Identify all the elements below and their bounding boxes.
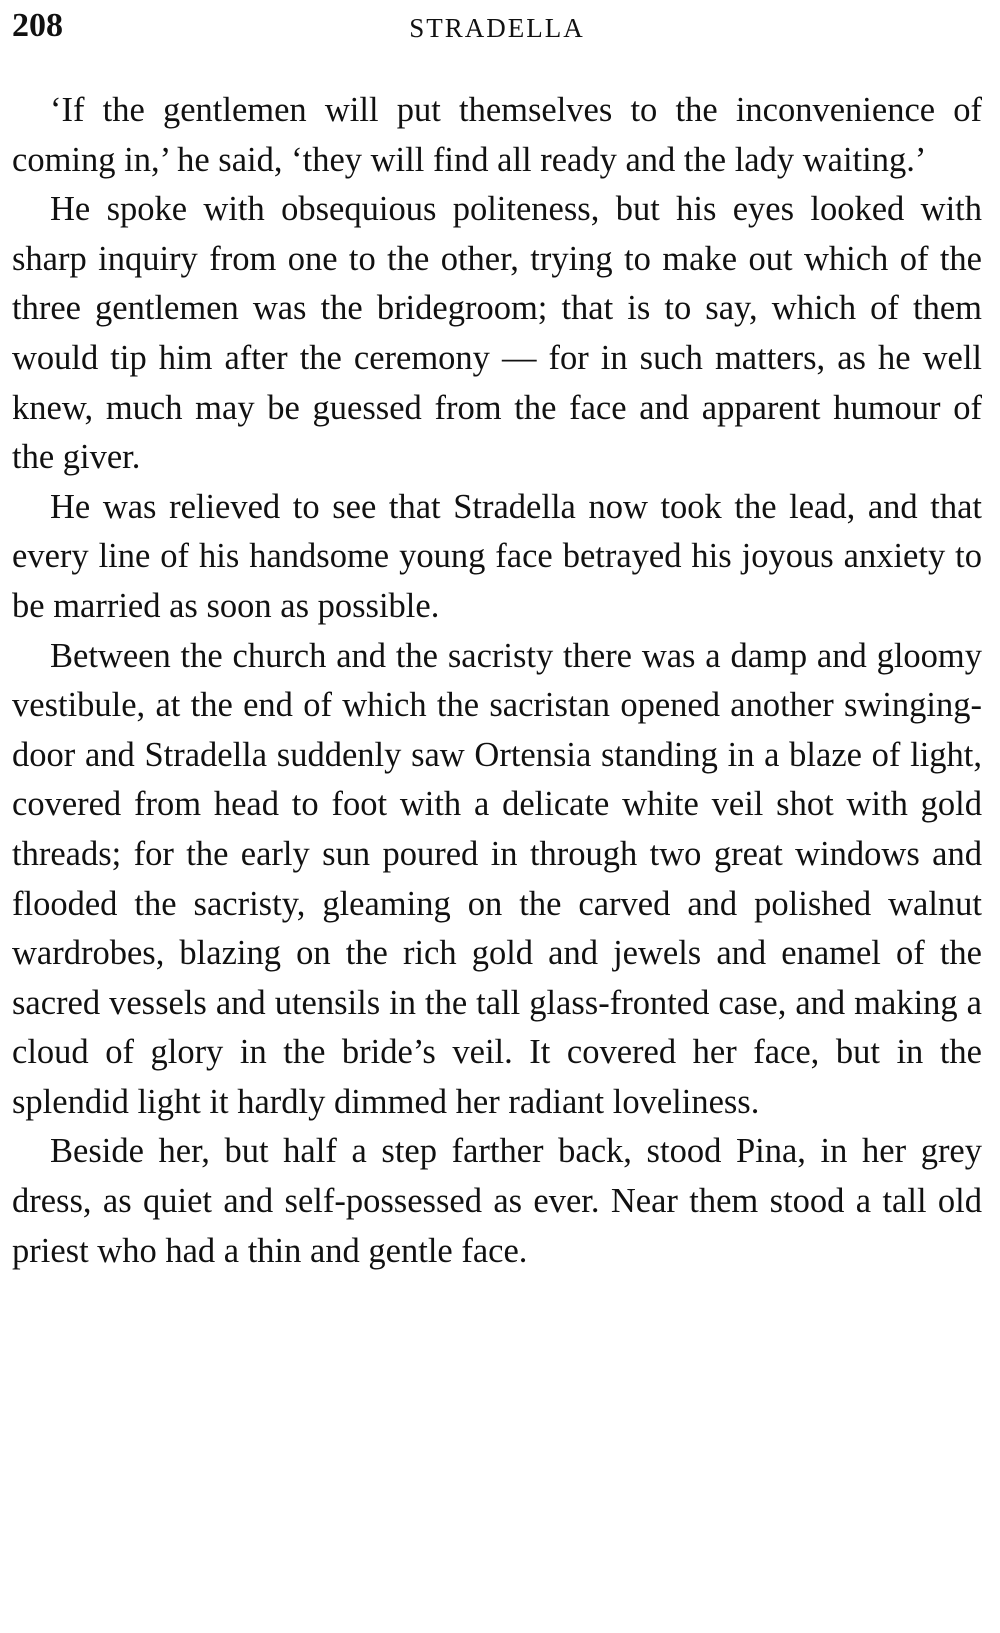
paragraph: He spoke with obsequious politeness, but his eyes looked with sharp inquiry from one to the other, trying to make out which of the three gentlemen was the bridegroom; that is to say, which of them would tip him after the ceremony — for in such matters, as he well knew, much may be guessed from the face and apparent humour of the giver. xyxy=(12,190,982,477)
body-text xyxy=(12,86,982,1276)
paragraph: Beside her, but half a step farther back, stood Pina, in her grey dress, as quiet and self-possessed as ever. Near them stood a tall old priest who had a thin and gentle face. xyxy=(12,1132,982,1270)
paragraph: ‘If the gentlemen will put themselves to the inconvenience of coming in,’ he said, ‘they will find all ready and the lady waiting.’ xyxy=(12,91,982,179)
paragraph: He was relieved to see that Stradella now took the lead, and that every line of his handsome young face betrayed his joyous anxiety to be married as soon as possible. xyxy=(12,487,982,625)
running-head: STRADELLA xyxy=(409,13,585,43)
paragraph: Between the church and the sacristy there was a damp and gloomy vestibule, at the end of which the sacristan opened another swinging-door and Stradella suddenly saw Ortensia standing in a blaze of light, covered from head to foot with a delicate white veil shot with gold threads; for the early sun poured in through two great windows and flooded the sacristy, gleaming on the carved and polished walnut wardrobes, blazing on the rich gold and jewels and enamel of the sacred vessels and utensils in the tall glass-fronted case, and making a cloud of glory in the bride’s veil. It covered her face, but in the splendid light it hardly dimmed her radiant loveliness. xyxy=(12,636,982,1121)
page-number: 208 xyxy=(12,7,63,44)
page-header xyxy=(12,6,982,46)
